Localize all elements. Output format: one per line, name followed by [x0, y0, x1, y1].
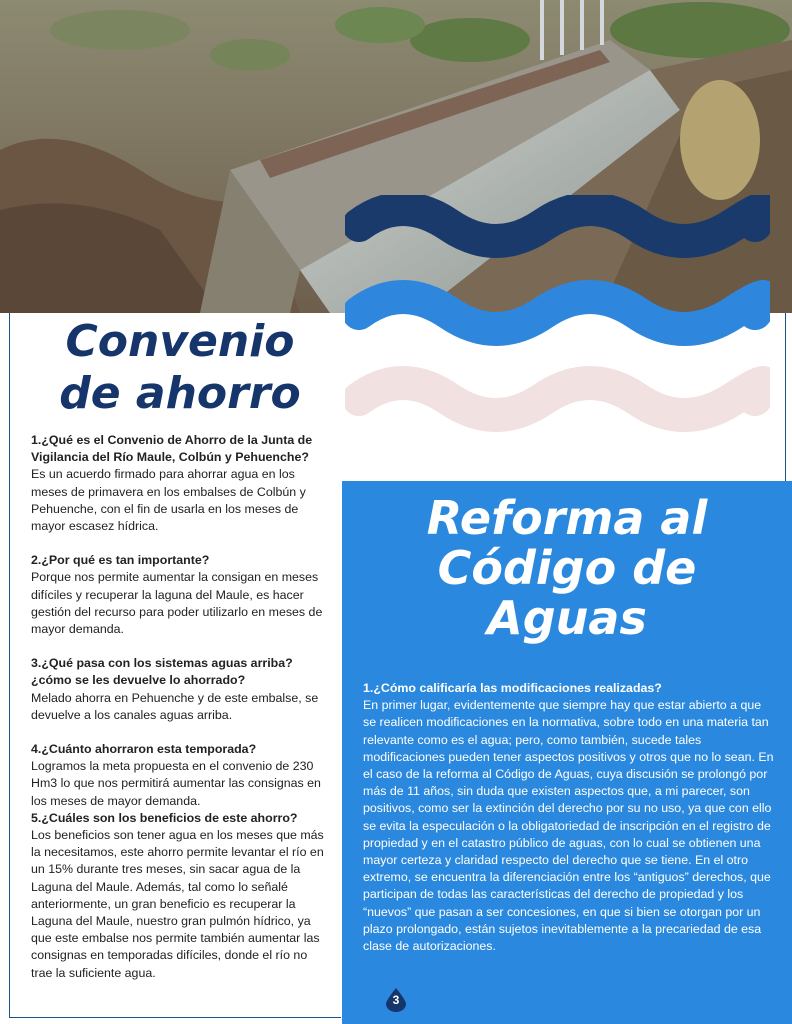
- right-column: [363, 680, 775, 955]
- question: 1.¿Cómo calificaría las modificaciones realizadas?: [363, 681, 662, 695]
- left-column: [31, 432, 331, 982]
- waves-icon: [345, 195, 770, 445]
- qa-item-4: [31, 741, 331, 810]
- left-title: [30, 316, 330, 420]
- question: 1.¿Qué es el Convenio de Ahorro de la Junta de Vigilancia del Río Maule, Colbún y Pehuenche?: [31, 433, 313, 465]
- left-title-line1: Convenio: [65, 316, 295, 367]
- qa-item-2: [31, 552, 331, 638]
- frame-line-left: [9, 313, 10, 1018]
- right-title-line3: Aguas: [487, 591, 647, 645]
- reforma-box: [342, 481, 792, 1024]
- question: 4.¿Cuánto ahorraron esta temporada?: [31, 742, 257, 757]
- wave-mid: [359, 297, 765, 329]
- page-number: 3: [392, 993, 400, 1007]
- answer: Porque nos permite aumentar la consigan en meses difíciles y recuperar la laguna del Maule, es hacer gestión del recurso para poder utilizarlo en meses de mayor demanda.: [31, 570, 323, 637]
- qa-item-1: [31, 432, 331, 535]
- wave-light: [359, 383, 765, 415]
- frame-line-bottom: [9, 1017, 341, 1018]
- right-title: [342, 493, 792, 643]
- question: 3.¿Qué pasa con los sistemas aguas arriba? ¿cómo se les devuelve lo ahorrado?: [31, 656, 293, 688]
- question: 5.¿Cuáles son los beneficios de este ahorro?: [31, 810, 298, 825]
- answer: Es un acuerdo firmado para ahorrar agua en los meses de primavera en los embalses de Colbún y Pehuenche, con el fin de usarla en los meses de mayor escasez hídrica.: [31, 467, 306, 534]
- answer: Logramos la meta propuesta en el convenio de 230 Hm3 lo que nos permitirá aumentar las consignas en los meses de mayor demanda.: [31, 759, 321, 808]
- qa-item-3: [31, 655, 331, 724]
- answer: En primer lugar, evidentemente que siempre hay que estar abierto a que se realicen modificaciones en la normativa, sobre todo en una materia tan relevante como es el agua; pero, como también, sucede tales modificaciones pueden tener aspectos positivos y otros que no lo sean. En el caso de la reforma al Código de Aguas, cuya discusión se prolongó por más de 11 años, sin duda que existen aspectos que, a mi parecer, son positivos, como ser la extinción del derecho por su no uso, ya que con ello se evita la especulación o la obligatoriedad de inscripción en el registro de propiedad y en el catastro público de aguas, con lo cual se obtienen una mayor certeza y claridad respecto del derecho que se tiene. En el otro extremo, se encuentra la diferenciación entre los “antiguos” derechos, que participan de todas las características del derecho de propiedad y los “nuevos” que pasan a ser concesiones, en que si bien se otorgan por un plazo prolongado, están sujetos inevitablemente a la precariedad de esa clase de autorizaciones.: [363, 698, 774, 954]
- page-number-badge: [386, 988, 406, 1012]
- answer: Melado ahorra en Pehuenche y de este embalse, se devuelve a los canales aguas arriba.: [31, 690, 319, 722]
- left-title-line2: de ahorro: [59, 368, 301, 419]
- frame-line-right: [785, 313, 786, 481]
- qa-item-5: [31, 810, 331, 982]
- answer: Los beneficios son tener agua en los meses que más la necesitamos, este ahorro permite levantar el río en un 15% durante tres meses, sin sacar agua de la Laguna del Maule. Además, tal como lo señalé anteriormente, un gran beneficio es recuperar la Laguna del Maule, nuestro gran pulmón hídrico, ya que este embalse nos permite también aumentar las consignas en temporadas difíciles, donde el río no trae la suficiente agua.: [31, 828, 324, 980]
- right-title-line1: Reforma al: [426, 491, 708, 545]
- question: 2.¿Por qué es tan importante?: [31, 553, 210, 568]
- wave-dark: [359, 209, 765, 241]
- right-title-line2: Código de: [437, 541, 697, 595]
